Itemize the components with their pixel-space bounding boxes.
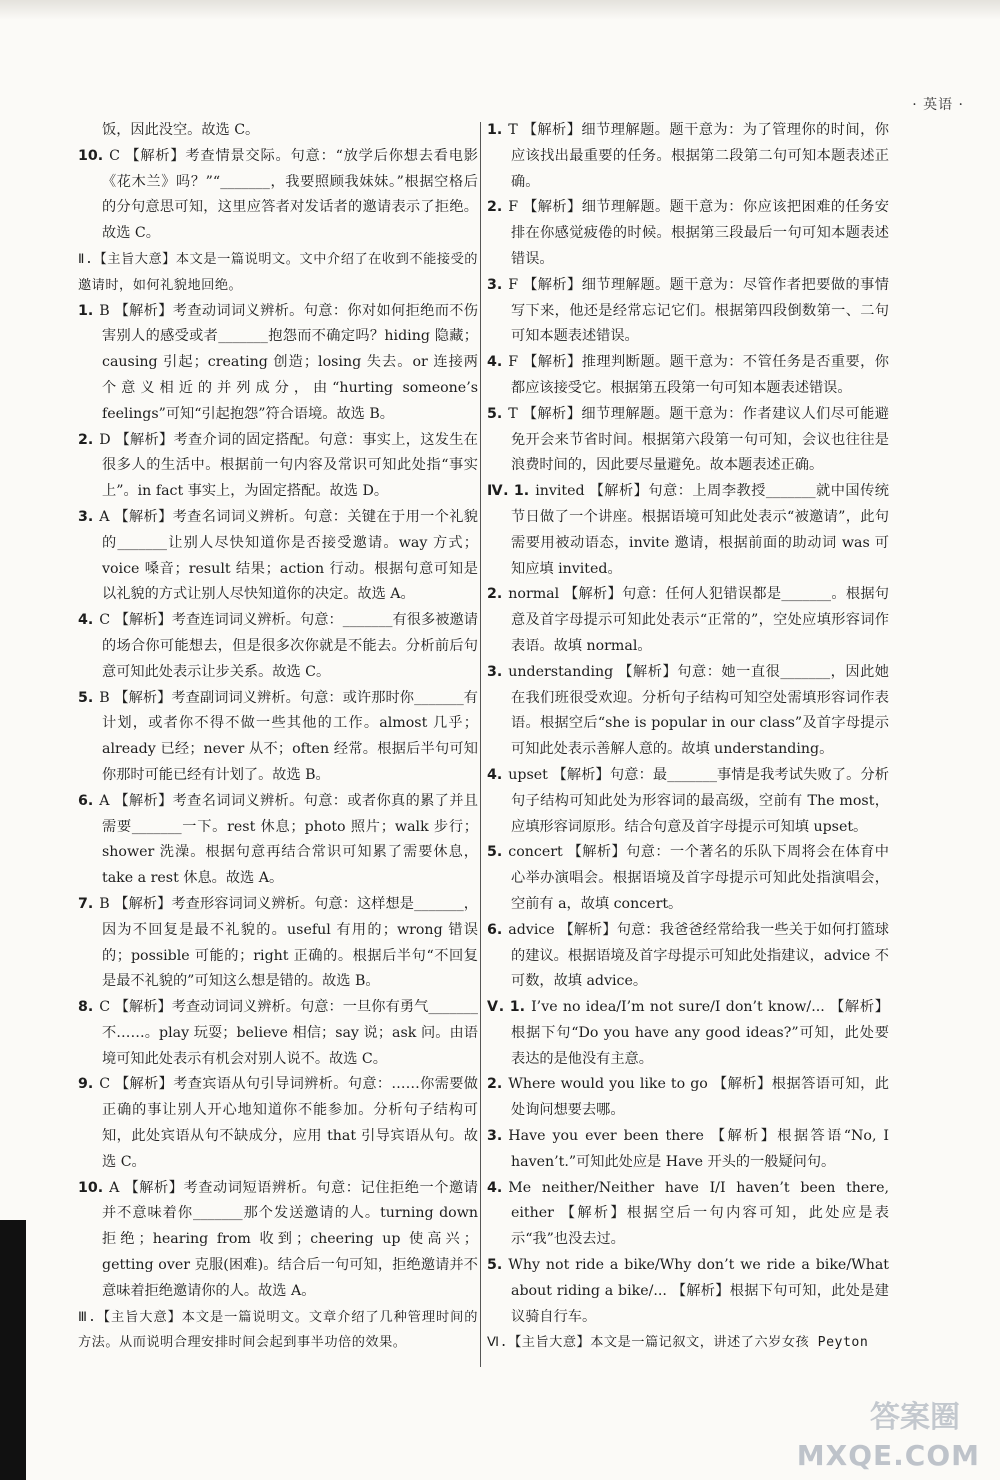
answer-item — [487, 195, 889, 272]
answer-item — [78, 118, 478, 144]
item-text: Ⅲ.【主旨大意】本文是一篇说明文。文章介绍了几种管理时间的方法。从而说明合理安排时间会起到事半功倍的效果。 — [78, 1309, 478, 1351]
item-text: C 【解析】考查情景交际。句意：“放学后你想去看电影《花木兰》吗？”“_______，我要照顾我妹妹。”根据空格后的分句意思可知，这里应答者对发话者的邀请表示了拒绝。故选 C。 — [102, 147, 478, 242]
answer-item — [487, 273, 889, 350]
item-number: 4. — [487, 766, 503, 783]
watermark-logo: 答案圈 — [870, 1400, 960, 1435]
answer-item — [487, 582, 889, 659]
item-text: F 【解析】细节理解题。题干意为：你应该把困难的任务安排在你感觉疲倦的时候。根据第三段最后一句可知本题表述错误。 — [508, 199, 889, 267]
answer-item — [487, 1072, 889, 1124]
item-text: A 【解析】考查名词词义辨析。句意：关键在于用一个礼貌的_______让别人尽快知道你是否接受邀请。way 方式；voice 嗓音；result 结果；action 行动。根据句意可知是以礼貌的方式让别人尽快知道你的决定。故选 A。 — [99, 508, 478, 603]
left-column — [78, 118, 478, 1356]
item-text: advice 【解析】句意：我爸爸经常给我一些关于如何打篮球的建议。根据语境及首字母提示可知此处指建议，advice 不可数，故填 advice。 — [508, 921, 889, 990]
item-text: C 【解析】考查宾语从句引导词辨析。句意：……你需要做正确的事让别人开心地知道你不能参加。分析句子结构可知，此处宾语从句不缺成分，应用 that 引导宾语从句。故选 C。 — [99, 1076, 478, 1170]
main-idea-paragraph — [487, 1330, 889, 1356]
answer-item — [487, 350, 889, 402]
answer-item — [487, 1176, 889, 1253]
item-text: F 【解析】推理判断题。题干意为：不管任务是否重要，你都应该接受它。根据第五段第一句可知本题表述错误。 — [508, 354, 889, 396]
item-text: Why not ride a bike/Why don’t we ride a bike/What about riding a bike/... 【解析】根据下句可知，此处是建议骑自行车。 — [508, 1257, 889, 1325]
item-number: 8. — [78, 999, 94, 1016]
answer-item — [78, 299, 478, 428]
answer-item — [487, 1253, 889, 1330]
item-text: normal 【解析】句意：任何人犯错误都是_______。根据句意及首字母提示可知此处表示“正常的”，空处应填形容词作表语。故填 normal。 — [508, 586, 889, 654]
scan-edge-shadow — [0, 1220, 26, 1480]
item-number: 5. — [487, 844, 503, 861]
item-text: T 【解析】细节理解题。题干意为：作者建议人们尽可能避免开会来节省时间。根据第六段第一句可知，会议也往往是浪费时间的，因此要尽量避免。故本题表述正确。 — [508, 405, 889, 474]
subject-header: · 英语 · — [912, 97, 964, 113]
item-number: 5. — [487, 405, 503, 422]
answer-item — [487, 840, 889, 917]
main-idea-paragraph — [78, 1305, 478, 1357]
item-number: 6. — [78, 792, 94, 809]
item-number: 5. — [78, 689, 94, 706]
answer-item — [487, 918, 889, 995]
item-text: C 【解析】考查连词词义辨析。句意：_______有很多被邀请的场合你可能想去，但是很多次你就是不能去。分析前后句意可知此处表示让步关系。故选 C。 — [99, 612, 478, 680]
item-number: 3. — [487, 1128, 503, 1145]
item-text: B 【解析】考查形容词词义辨析。句意：这样想是_______，因为不回复是最不礼貌的。useful 有用的；wrong 错误的；possible 可能的；right 正确的。根据后半句“不回复是最不礼貌的”可知这么想是错的。故选 B。 — [99, 895, 478, 990]
item-number: 4. — [487, 354, 503, 371]
item-text: Ⅱ.【主旨大意】本文是一篇说明文。文中介绍了在收到不能接受的邀请时，如何礼貌地回绝。 — [78, 251, 478, 293]
item-text: B 【解析】考查动词词义辨析。句意：你对如何拒绝而不伤害别人的感受或者_______抱怨而不确定吗？hiding 隐藏；causing 引起；creating 创造；losing 失去。or 连接两个意义相近的并列成分，由“hurting someone’s feelings”可知“引起抱怨”符合语境。故选 B。 — [99, 302, 478, 422]
item-number: 6. — [487, 921, 503, 938]
item-number: 9. — [78, 1076, 94, 1093]
answer-item — [78, 789, 478, 892]
answer-item — [487, 118, 889, 195]
item-number: Ⅴ. 1. — [487, 999, 526, 1016]
main-idea-paragraph — [78, 247, 478, 299]
item-text: T 【解析】细节理解题。题干意为：为了管理你的时间，你应该找出最重要的任务。根据第二段第二句可知本题表述正确。 — [508, 122, 889, 190]
answer-item — [78, 995, 478, 1072]
answer-item — [78, 1176, 478, 1305]
item-text: A 【解析】考查名词词义辨析。句意：或者你真的累了并且需要_______一下。rest 休息；photo 照片；walk 步行；shower 洗澡。根据句意再结合常识可知累了需要休息，take a rest 休息。故选 A。 — [99, 792, 478, 887]
item-number: Ⅳ. 1. — [487, 483, 530, 500]
item-text: C 【解析】考查动词词义辨析。句意：一旦你有勇气_______不……。play 玩耍；believe 相信；say 说；ask 问。由语境可知此处表示有机会对别人说不。故选 C。 — [99, 999, 478, 1067]
answer-item — [487, 763, 889, 840]
answer-item — [78, 505, 478, 608]
item-number: 4. — [78, 612, 94, 629]
answer-item — [487, 402, 889, 479]
answer-item — [487, 660, 889, 763]
item-text: F 【解析】细节理解题。题干意为：尽管作者把要做的事情写下来，他还是经常忘记它们。根据第四段倒数第一、二句可知本题表述错误。 — [508, 276, 889, 345]
item-text: Have you ever been there 【解析】根据答语“No, I haven’t.”可知此处应是 Have 开头的一般疑问句。 — [508, 1128, 889, 1170]
item-text: Me neither/Neither have I/I haven’t been there, either 【解析】根据空后一句内容可知，此处应是表示“我”也没去过。 — [508, 1179, 889, 1248]
item-number: 3. — [487, 663, 503, 680]
item-text: D 【解析】考查介词的固定搭配。句意：事实上，这发生在很多人的生活中。根据前一句内容及常识可知此处指“事实上”。in fact 事实上，为固定搭配。故选 D。 — [99, 431, 478, 500]
item-number: 1. — [78, 302, 94, 319]
right-column — [487, 118, 889, 1356]
item-text: B 【解析】考查副词词义辨析。句意：或许那时你_______有计划，或者你不得不做一些其他的工作。almost 几乎；already 已经；never 从不；often 经常。根据后半句可知你那时可能已经有计划了。故选 B。 — [99, 689, 478, 783]
item-text: 饭，因此没空。故选 C。 — [102, 122, 260, 138]
item-number: 2. — [78, 431, 94, 448]
item-text: invited 【解析】句意：上周李教授_______就中国传统节日做了一个讲座。根据语境可知此处表示“被邀请”，此句需要用被动语态，invite 邀请，根据前面的助动词 was 可知应填 invited。 — [511, 483, 889, 577]
item-number: 3. — [487, 276, 503, 293]
item-text: A 【解析】考查动词短语辨析。句意：记住拒绝一个邀请并不意味着你_______那个发送邀请的人。turning down 拒绝；hearing from 收到；cheering up 使高兴；getting over 克服(困难)。结合后一句可知，拒绝邀请并不意味着拒绝邀请你的人。故选 A。 — [102, 1179, 478, 1299]
item-text: I’ve no idea/I’m not sure/I don’t know/... 【解析】根据下句“Do you have any good ideas?”可知，此处要表达的是他没有主意。 — [511, 999, 889, 1067]
item-text: concert 【解析】句意：一个著名的乐队下周将会在体育中心举办演唱会。根据语境及首字母提示可知此处指演唱会，空前有 a，故填 concert。 — [508, 844, 889, 912]
scan-top-band — [0, 0, 1000, 20]
item-number: 2. — [487, 199, 503, 216]
watermark-text: MXQE.COM — [796, 1439, 980, 1472]
item-number: 5. — [487, 1257, 503, 1274]
answer-item — [78, 686, 478, 789]
item-number: 7. — [78, 895, 94, 912]
item-number: 2. — [487, 1076, 503, 1093]
item-number: 3. — [78, 508, 94, 525]
item-text: upset 【解析】句意：最_______事情是我考试失败了。分析句子结构可知此处为形容词的最高级，空前有 The most，应填形容词原形。结合句意及首字母提示可知填 upset。 — [508, 766, 889, 835]
answer-item — [78, 608, 478, 685]
answer-item — [78, 428, 478, 505]
answer-item — [78, 144, 478, 247]
answer-item — [487, 995, 889, 1072]
item-number: 2. — [487, 586, 503, 603]
answer-item — [487, 1124, 889, 1176]
answer-item — [487, 479, 889, 582]
answer-item — [78, 1072, 478, 1175]
item-number: 4. — [487, 1179, 503, 1196]
item-text: Ⅵ.【主旨大意】本文是一篇记叙文，讲述了六岁女孩 Peyton — [487, 1335, 869, 1351]
answer-item — [78, 892, 478, 995]
item-number: 10. — [78, 147, 104, 164]
item-number: 1. — [487, 122, 503, 138]
item-number: 10. — [78, 1179, 104, 1196]
item-text: Where would you like to go 【解析】根据答语可知，此处询问想要去哪。 — [508, 1076, 889, 1119]
item-text: understanding 【解析】句意：她一直很_______，因此她在我们班很受欢迎。分析句子结构可知空处需填形容词作表语。根据空后“she is popular in our class”及首字母提示可知此处表示善解人意的。故填 understanding。 — [508, 663, 889, 758]
column-divider — [480, 122, 481, 1367]
